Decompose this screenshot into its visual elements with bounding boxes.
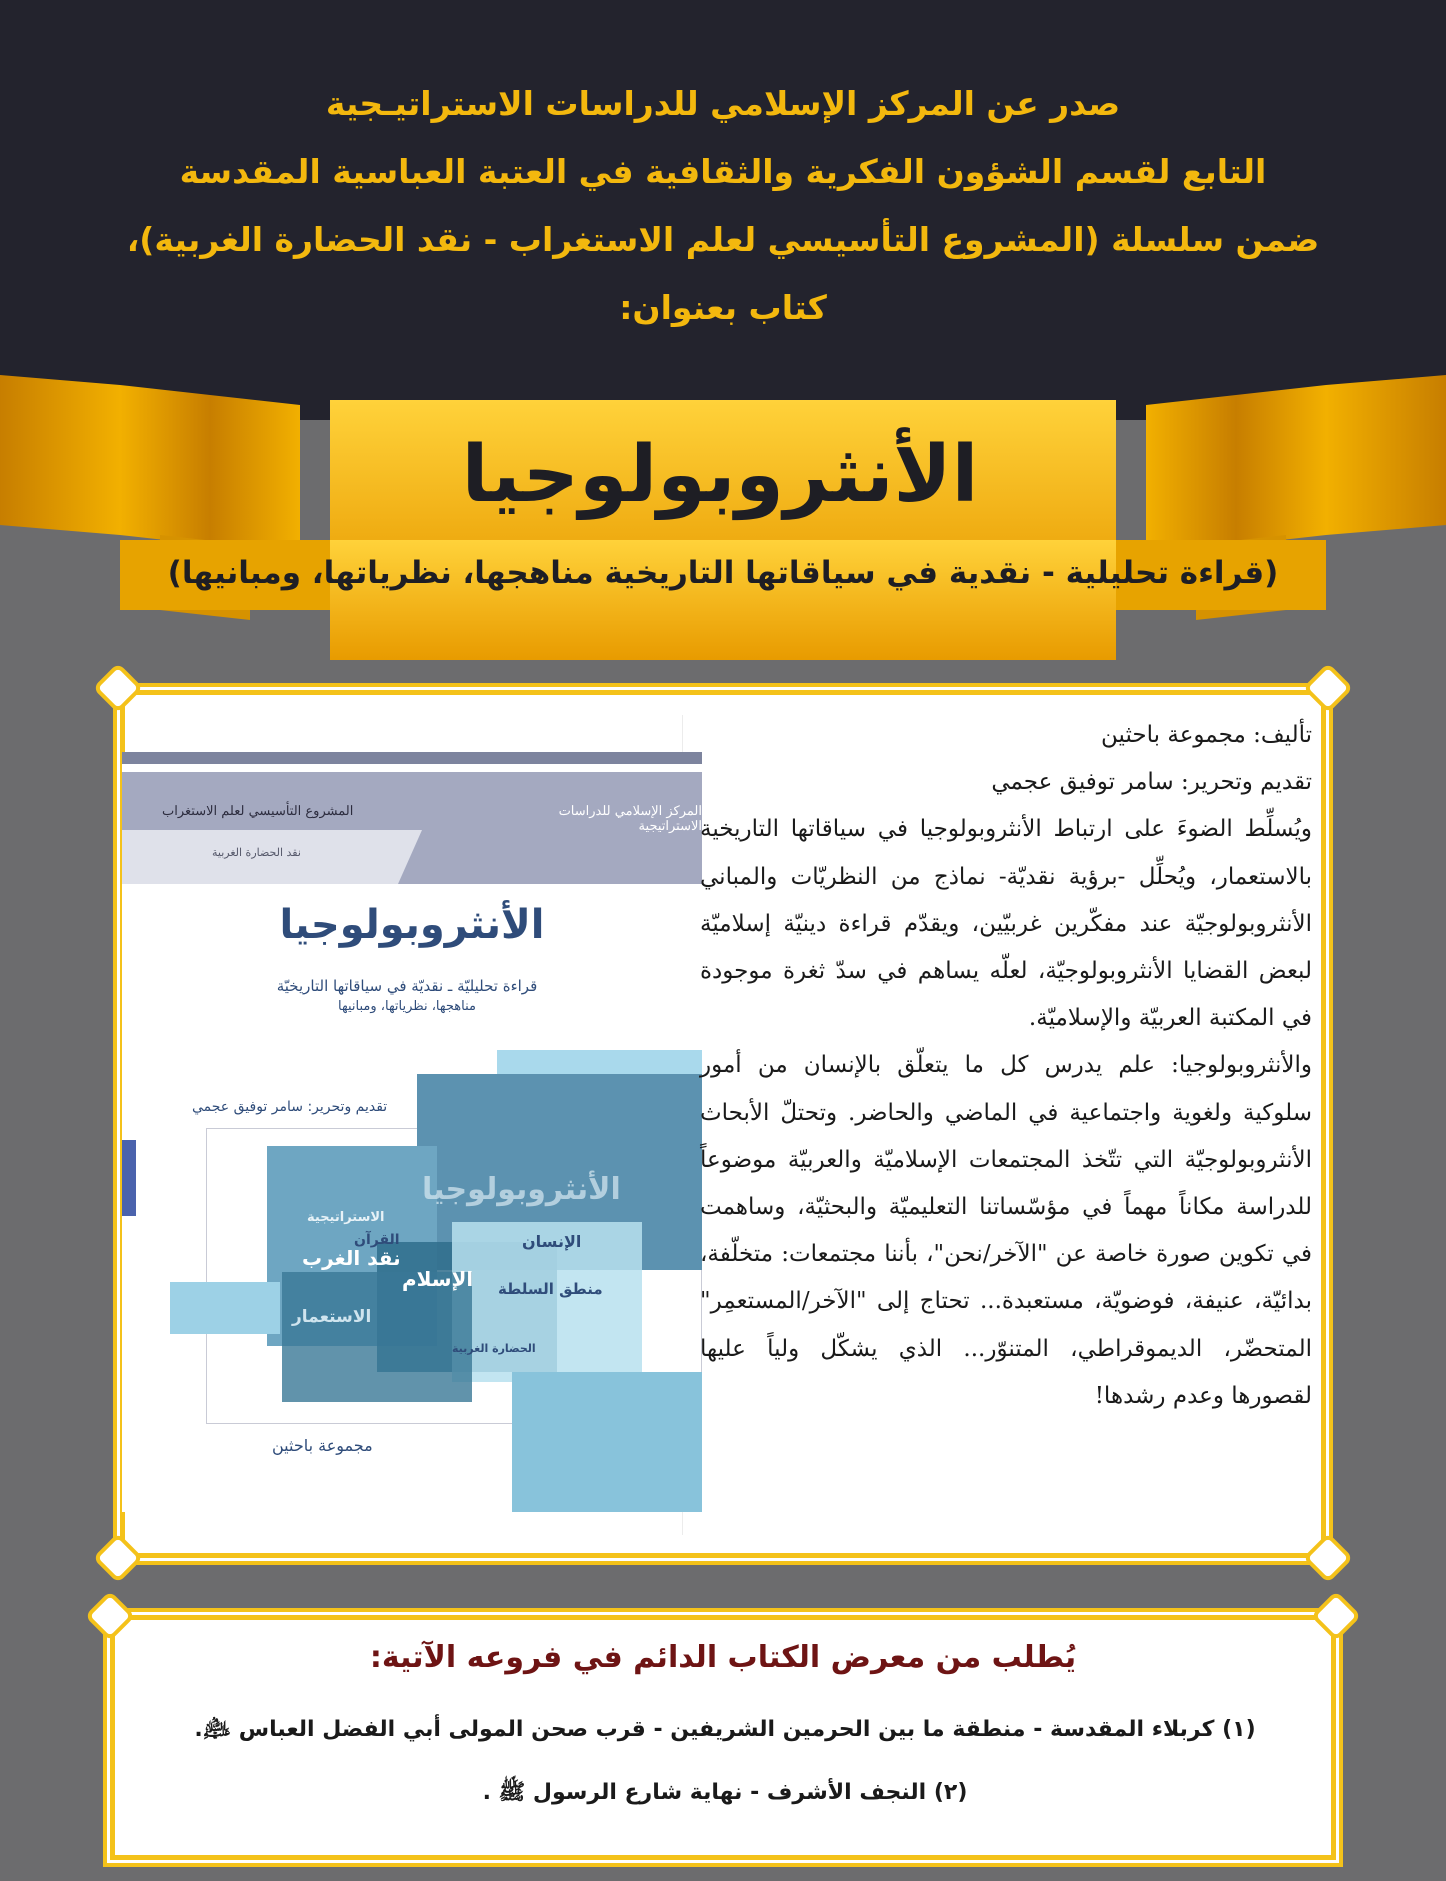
intro-text [0,70,1446,342]
book-subtitle: (قراءة تحليلية - نقدية في سياقاتها التاريخية مناهجها، نظرياتها، ومبانيها) [167,555,1279,591]
author-line: تأليف: مجموعة باحثين [1101,722,1312,748]
description-paragraph-2: والأنثروبولوجيا: علم يدرس كل ما يتعلّق بالإنسان من أمور سلوكية ولغوية واجتماعية في الماضي والحاضر. وتحتلّ الأبحاث الأنثروبولوجيّة التي تتّخذ المجتمعات الإسلاميّة والعربيّة موضوعاً للدراسة مكاناً مهماً في مؤسّساتنا التعليميّة والبحثيّة، وساهمت في تكوين صورة خاصة عن "الآخر/نحن"، بأننا مجتمعات: متخلّفة، بدائيّة، عنيفة، فوضويّة، مستعبدة... تحتاج إلى "الآخر/المستعمِر" المتحضّر، الديموقراطي، المتنوّر... الذي يشكّل ولياً عليها لقصورها وعدم رشدها! [700,1052,1312,1409]
branch-karbala: (١) كربلاء المقدسة - منطقة ما بين الحرمين الشريفين - قرب صحن المولى أبي الفضل العباس ﵇. [194,1717,1256,1742]
book-cover-image [122,752,702,1512]
cover-collage-word: القرآن [354,1232,400,1248]
intro-line-1: صدر عن المركز الإسلامي للدراسات الاستراتيـجية [325,84,1121,123]
book-title: الأنثروبولوجيا [461,430,979,520]
cover-block [282,1272,472,1402]
cover-subtitle-2: مناهجها، نظرياتها، ومبانيها [338,999,476,1014]
cover-collage-word: الإنسان [522,1232,582,1251]
cover-series-sub: نقد الحضارة الغربية [212,846,301,859]
ribbon-panel-right-1 [1326,375,1446,535]
cover-publisher: المركز الإسلامي للدراسات الاستراتيجية [558,804,702,834]
cover-collage-word: الاستراتيجية [307,1210,385,1225]
cover-collage-word: الاستعمار [292,1307,372,1327]
cover-series: المشروع التأسيسي لعلم الاستغراب [162,804,354,819]
editor-line: تقديم وتحرير: سامر توفيق عجمي [991,769,1312,796]
book-description [700,712,1312,1420]
cover-collage-word: الحضارة الغربية [452,1342,536,1355]
cover-accent-bar [122,1140,136,1216]
cover-block [512,1372,702,1512]
description-paragraph-1: ويُسلِّط الضوءَ على ارتباط الأنثروبولوجيا في سياقاتها التاريخية بالاستعمار، ويُحلِّل -برؤية نقديّة- نماذج من النظريّات والمباني الأنثروبولوجيّة عند مفكّرين غربيّين، ويقدّم قراءة دينيّة إسلاميّة لبعض القضايا الأنثروبولوجيّة، لعلّه يساهم في سدّ ثغرة موجودة في المكتبة العربيّة والإسلاميّة. [700,816,1312,1032]
cover-top-stripe [122,752,702,764]
cover-collage-word: منطق السلطة [498,1280,603,1298]
order-title: يُطلب من معرض الكتاب الدائم في فروعه الآتية: [369,1640,1077,1675]
intro-line-3: ضمن سلسلة (المشروع التأسيسي لعلم الاستغراب - نقد الحضارة الغربية)، [126,220,1320,259]
cover-collage-word: الإسلام [402,1267,474,1291]
intro-line-4: كتاب بعنوان: [619,288,827,327]
intro-line-2: التابع لقسم الشؤون الفكرية والثقافية في العتبة العباسية المقدسة [179,152,1267,191]
cover-editor: تقديم وتحرير: سامر توفيق عجمي [192,1099,388,1115]
branch-najaf: (٢) النجف الأشرف - نهاية شارع الرسول ﷺ . [482,1780,968,1805]
cover-authors: مجموعة باحثين [272,1436,373,1455]
cover-title: الأنثروبولوجيا [279,902,545,948]
ribbon-panel-left-1 [0,375,120,535]
cover-collage-word: الأنثروبولوجيا [422,1172,621,1207]
cover-subtitle-1: قراءة تحليليّة ـ نقديّة في سياقاتها التاريخيّة [276,977,538,995]
cover-block [170,1282,280,1334]
cover-collage-word: نقد الغرب [302,1246,401,1270]
